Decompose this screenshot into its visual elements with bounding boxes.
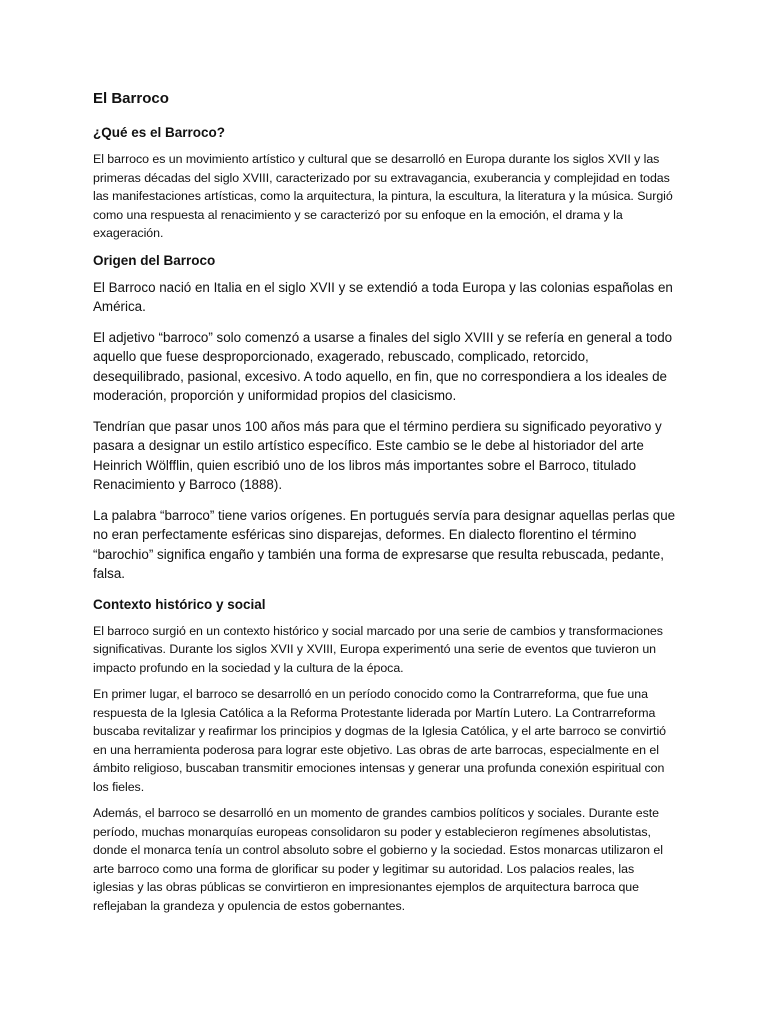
paragraph: El Barroco nació en Italia en el siglo XVII y se extendió a toda Europa y las colonias españolas en América. (93, 279, 673, 314)
paragraph: En primer lugar, el barroco se desarrolló en un período conocido como la Contrarreforma, que fue una respuesta de la Iglesia Católica a la Reforma Protestante liderada por Martín Lutero. La Contrarreforma buscaba revitalizar y reafirmar los principios y dogmas de la Iglesia Católica, y el arte barroco se convirtió en una herramienta poderosa para lograr este objetivo. Las obras de arte barrocas, especialmente en el ámbito religioso, buscaban transmitir emociones intensas y generar una profunda conexión espiritual con los fieles. (93, 687, 666, 794)
paragraph: Además, el barroco se desarrolló en un momento de grandes cambios políticos y sociales. Durante este período, muchas monarquías europeas consolidaron su poder y establecieron regímenes absolutistas, donde el monarca tenía un control absoluto sobre el gobierno y la sociedad. Estos monarcas utilizaron el arte barroco como una forma de glorificar su poder y legitimar su autoridad. Los palacios reales, las iglesias y las obras públicas se convirtieron en impresionantes ejemplos de arquitectura barroca que reflejaban la grandeza y opulencia de estos gobernantes. (93, 806, 663, 913)
section-heading-origen: Origen del Barroco (93, 252, 216, 268)
document-title: El Barroco (93, 90, 169, 107)
paragraph: Tendrían que pasar unos 100 años más para que el término perdiera su significado peyorativo y pasara a designar un estilo artístico específico. Este cambio se le debe al historiador del arte Heinrich Wölfflin, quien escribió uno de los libros más importantes sobre el Barroco, titulado Renacimiento y Barroco (1888). (93, 418, 662, 492)
section-heading-que-es: ¿Qué es el Barroco? (93, 125, 226, 140)
section-heading-contexto: Contexto histórico y social (93, 596, 266, 612)
paragraph: El barroco surgió en un contexto histórico y social marcado por una serie de cambios y transformaciones significativas. Durante los siglos XVII y XVIII, Europa experimentó una serie de eventos que tuvieron un impacto profundo en la sociedad y la cultura de la época. (93, 623, 663, 675)
paragraph: La palabra “barroco” tiene varios orígenes. En portugués servía para designar aquellas perlas que no eran perfectamente esféricas sino disparejas, deformes. En dialecto florentino el término “barochio” significa engaño y también una forma de expresarse que resulta rebuscada, pedante, falsa. (93, 507, 676, 581)
paragraph: El adjetivo “barroco” solo comenzó a usarse a finales del siglo XVIII y se refería en general a todo aquello que fuese desproporcionado, exagerado, rebuscado, complicado, retorcido, desequilibrado, pasional, excesivo. A todo aquello, en fin, que no correspondiera a los ideales de moderación, proporción y uniformidad propios del clasicismo. (93, 329, 673, 403)
paragraph: El barroco es un movimiento artístico y cultural que se desarrolló en Europa durante los siglos XVII y las primeras décadas del siglo XVIII, caracterizado por su extravagancia, exuberancia y complejidad en todas las manifestaciones artísticas, como la arquitectura, la pintura, la escultura, la literatura y la música. Surgió como una respuesta al renacimiento y se caracterizó por su enfoque en la emoción, el drama y la exageración. (93, 152, 673, 240)
